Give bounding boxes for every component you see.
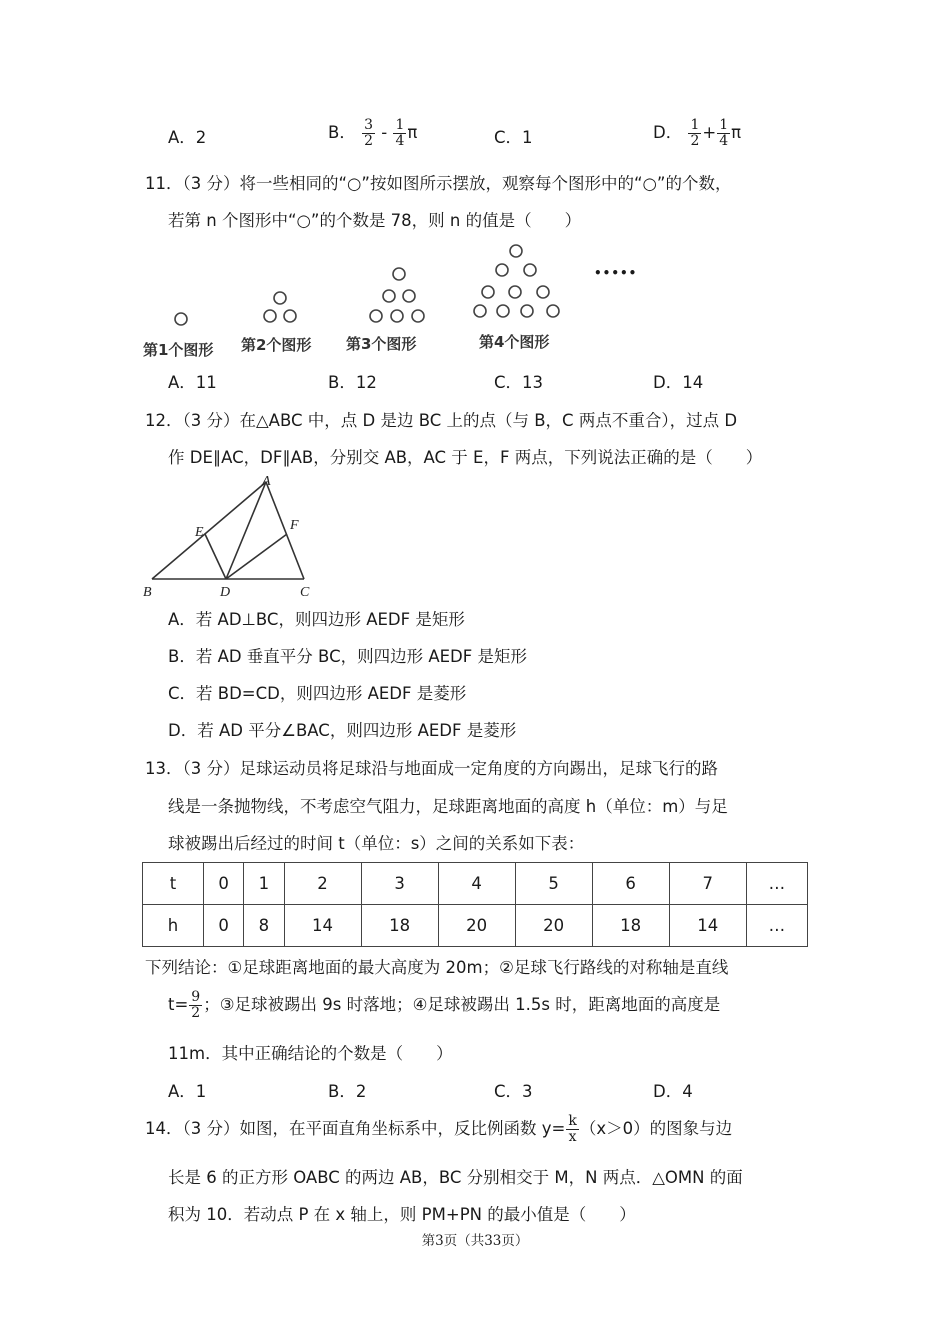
- circle-mark: [497, 305, 509, 317]
- q11-figure-label-2: 第2个图形: [241, 336, 312, 354]
- label-c: C: [300, 585, 310, 600]
- q13-stem-line1: 13．（3 分）足球运动员将足球沿与地面成一定角度的方向踢出，足球飞行的路: [145, 759, 718, 778]
- q11-option-c: C．13: [494, 373, 544, 392]
- table-cell: …: [746, 905, 807, 947]
- table-cell: 20: [515, 905, 592, 947]
- q11-option-a: A．11: [168, 373, 217, 392]
- table-cell: t: [143, 863, 204, 905]
- label-a: A: [262, 474, 271, 489]
- q10-option-a: A．2: [168, 128, 207, 147]
- q11-ellipsis: •••••: [594, 266, 638, 280]
- label-e: E: [195, 525, 204, 540]
- circle-mark: [521, 305, 533, 317]
- circle-mark: [509, 286, 521, 298]
- label-b: B: [143, 585, 152, 600]
- segment-de: [205, 534, 226, 579]
- q13-conclusion-line2: t= $\frac{9}{2}$ ；③足球被踢出 9s 时落地；④足球被踢出 1.5s 时，距离地面的高度是: [168, 989, 721, 1021]
- circle-mark: [175, 313, 187, 325]
- table-row-h: [143, 905, 808, 947]
- table-cell: 20: [438, 905, 515, 947]
- circle-mark: [547, 305, 559, 317]
- table-cell: 1: [244, 863, 284, 905]
- circle-mark: [496, 264, 508, 276]
- q13-option-d: D．4: [653, 1082, 693, 1101]
- q14-stem-line3: 积为 10．若动点 P 在 x 轴上，则 PM+PN 的最小值是（ ）: [168, 1205, 636, 1224]
- table-row-t: [143, 863, 808, 905]
- q13-data-table: [142, 862, 808, 947]
- circle-mark: [393, 268, 405, 280]
- table-cell: 2: [284, 863, 361, 905]
- q10-option-b: B． $\frac{3}{2}$ - $\frac{1}{4}$ π: [328, 117, 418, 149]
- table-cell: 6: [592, 863, 669, 905]
- table-cell: 4: [438, 863, 515, 905]
- circle-mark: [482, 286, 494, 298]
- circle-mark: [510, 245, 522, 257]
- circle-mark: [383, 290, 395, 302]
- segment-ab: [152, 482, 266, 579]
- q12-option-d: D．若 AD 平分∠BAC，则四边形 AEDF 是菱形: [168, 721, 517, 740]
- circle-mark: [370, 310, 382, 322]
- q11-figure-label-3: 第3个图形: [346, 335, 417, 353]
- q13-conclusion-line1: 下列结论：①足球距离地面的最大高度为 20m；②足球飞行路线的对称轴是直线: [145, 958, 729, 977]
- q11-option-d: D．14: [653, 373, 704, 392]
- circle-mark: [264, 310, 276, 322]
- table-cell: 14: [669, 905, 746, 947]
- table-cell: 3: [361, 863, 438, 905]
- q13-stem-line3: 球被踢出后经过的时间 t（单位：s）之间的关系如下表：: [168, 834, 585, 853]
- table-cell: h: [143, 905, 204, 947]
- table-cell: 0: [204, 863, 244, 905]
- q13-stem-line2: 线是一条抛物线，不考虑空气阻力，足球距离地面的高度 h（单位：m）与足: [168, 797, 728, 816]
- q10-option-c: C．1: [494, 128, 533, 147]
- q11-figure-label-1: 第1个图形: [143, 341, 214, 359]
- table-cell: 8: [244, 905, 284, 947]
- q11-figure-label-4: 第4个图形: [479, 333, 550, 351]
- table-cell: 0: [204, 905, 244, 947]
- circle-mark: [403, 290, 415, 302]
- circle-mark: [284, 310, 296, 322]
- table-cell: 14: [284, 905, 361, 947]
- q11-option-b: B．12: [328, 373, 377, 392]
- q12-triangle-figure: [140, 472, 320, 602]
- table-cell: 5: [515, 863, 592, 905]
- table-cell: …: [746, 863, 807, 905]
- circle-mark: [391, 310, 403, 322]
- circle-mark: [474, 305, 486, 317]
- q12-option-c: C．若 BD=CD，则四边形 AEDF 是菱形: [168, 684, 467, 703]
- q13-option-a: A．1: [168, 1082, 207, 1101]
- table-cell: 18: [592, 905, 669, 947]
- circle-mark: [274, 292, 286, 304]
- circle-mark: [537, 286, 549, 298]
- table-cell: 18: [361, 905, 438, 947]
- q14-stem-line1: 14．（3 分）如图，在平面直角坐标系中，反比例函数 y= $\frac{k}{x}$ （x＞0）的图象与边: [145, 1113, 733, 1145]
- q10-option-d: D． $\frac{1}{2}$ + $\frac{1}{4}$ π: [653, 117, 742, 149]
- q13-conclusion-line3: 11m．其中正确结论的个数是（ ）: [168, 1044, 453, 1063]
- label-d: D: [220, 585, 231, 600]
- q13-option-c: C．3: [494, 1082, 533, 1101]
- circle-mark: [412, 310, 424, 322]
- q14-stem-line2: 长是 6 的正方形 OABC 的两边 AB，BC 分别相交于 M，N 两点．△OMN 的面: [168, 1168, 743, 1187]
- q11-stem-line1: 11．（3 分）将一些相同的“○”按如图所示摆放，观察每个图形中的“○”的个数，: [145, 174, 732, 193]
- q12-stem-line2: 作 DE∥AC，DF∥AB，分别交 AB，AC 于 E，F 两点，下列说法正确的是（ ）: [168, 448, 763, 467]
- q13-option-b: B．2: [328, 1082, 367, 1101]
- q12-stem-line1: 12．（3 分）在△ABC 中，点 D 是边 BC 上的点（与 B，C 两点不重合），过点 D: [145, 411, 738, 430]
- q11-stem-line2: 若第 n 个图形中“○”的个数是 78，则 n 的值是（ ）: [168, 211, 582, 230]
- table-cell: 7: [669, 863, 746, 905]
- q12-option-b: B．若 AD 垂直平分 BC，则四边形 AEDF 是矩形: [168, 647, 527, 666]
- page-footer: 第3页（共33页）: [421, 1233, 529, 1249]
- circle-mark: [524, 264, 536, 276]
- q12-option-a: A．若 AD⊥BC，则四边形 AEDF 是矩形: [168, 610, 465, 629]
- label-f: F: [290, 518, 299, 533]
